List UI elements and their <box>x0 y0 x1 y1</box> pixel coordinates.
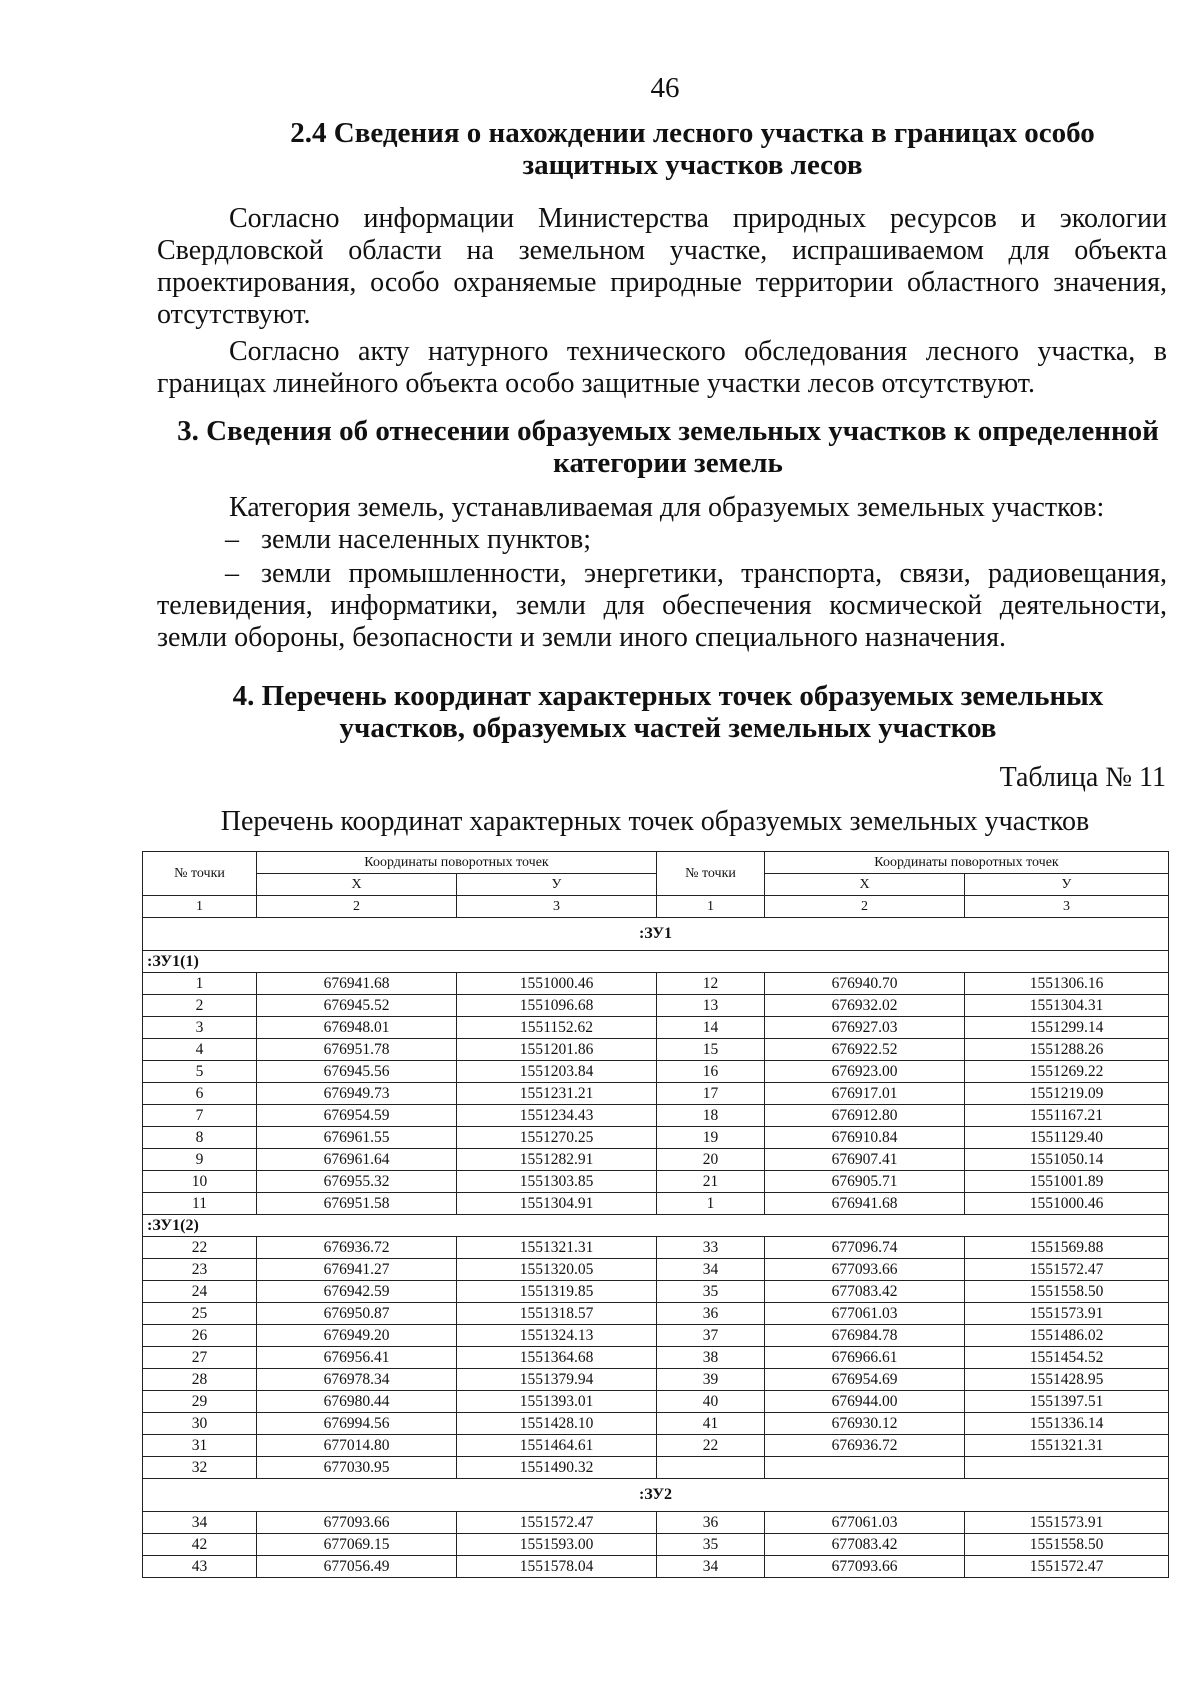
point-no-cell: 11 <box>143 1193 257 1215</box>
x-cell: 676945.52 <box>257 995 457 1017</box>
section-3-intro: Категория земель, устанавливаемая для образуемых земельных участков: <box>229 492 1105 523</box>
x-cell: 676927.03 <box>765 1017 965 1039</box>
y-cell: 1551572.47 <box>965 1556 1169 1578</box>
x-cell: 676930.12 <box>765 1413 965 1435</box>
point-no-cell: 30 <box>143 1413 257 1435</box>
point-no-cell: 27 <box>143 1347 257 1369</box>
y-cell: 1551219.09 <box>965 1083 1169 1105</box>
x-cell: 676936.72 <box>765 1435 965 1457</box>
col-number: 1 <box>143 896 257 918</box>
header-coords-right: Координаты поворотных точек <box>765 852 1169 874</box>
y-cell: 1551306.16 <box>965 973 1169 995</box>
table-row <box>143 1171 1169 1193</box>
y-cell: 1551201.86 <box>457 1039 657 1061</box>
header-point-no-right: № точки <box>657 852 765 896</box>
y-cell: 1551299.14 <box>965 1017 1169 1039</box>
point-no-cell: 3 <box>143 1017 257 1039</box>
x-cell: 677014.80 <box>257 1435 457 1457</box>
table-row <box>143 1105 1169 1127</box>
section-row-zu2 <box>143 1479 1169 1512</box>
table-row <box>143 1556 1169 1578</box>
point-no-cell: 34 <box>657 1259 765 1281</box>
y-cell: 1551318.57 <box>457 1303 657 1325</box>
point-no-cell: 34 <box>657 1556 765 1578</box>
y-cell <box>965 1457 1169 1479</box>
point-no-cell: 22 <box>657 1435 765 1457</box>
x-cell: 676942.59 <box>257 1281 457 1303</box>
y-cell: 1551336.14 <box>965 1413 1169 1435</box>
section-3-heading: 3. Сведения об отнесении образуемых земельных участков к определенной категории земель <box>177 415 1159 479</box>
point-no-cell: 8 <box>143 1127 257 1149</box>
x-cell: 676941.68 <box>257 973 457 995</box>
land-category-item-1 <box>157 524 1167 556</box>
header-coords-left: Координаты поворотных точек <box>257 852 657 874</box>
y-cell: 1551001.89 <box>965 1171 1169 1193</box>
y-cell: 1551393.01 <box>457 1391 657 1413</box>
x-cell: 677061.03 <box>765 1303 965 1325</box>
page-number: 46 <box>650 72 680 104</box>
table-title: Перечень координат характерных точек образуемых земельных участков <box>220 806 1090 837</box>
point-no-cell: 28 <box>143 1369 257 1391</box>
point-no-cell: 26 <box>143 1325 257 1347</box>
x-cell: 676954.59 <box>257 1105 457 1127</box>
header-y-right: У <box>965 874 1169 896</box>
x-cell: 676912.80 <box>765 1105 965 1127</box>
header-point-no-left: № точки <box>143 852 257 896</box>
y-cell: 1551572.47 <box>965 1259 1169 1281</box>
y-cell: 1551573.91 <box>965 1512 1169 1534</box>
y-cell: 1551572.47 <box>457 1512 657 1534</box>
point-no-cell: 14 <box>657 1017 765 1039</box>
x-cell: 676961.64 <box>257 1149 457 1171</box>
y-cell: 1551203.84 <box>457 1061 657 1083</box>
x-cell: 676980.44 <box>257 1391 457 1413</box>
y-cell: 1551304.31 <box>965 995 1169 1017</box>
header-y-left: У <box>457 874 657 896</box>
point-no-cell: 41 <box>657 1413 765 1435</box>
point-no-cell: 43 <box>143 1556 257 1578</box>
table-row <box>143 1083 1169 1105</box>
x-cell: 676994.56 <box>257 1413 457 1435</box>
header-x-left: Х <box>257 874 457 896</box>
y-cell: 1551490.32 <box>457 1457 657 1479</box>
x-cell: 676941.68 <box>765 1193 965 1215</box>
y-cell: 1551050.14 <box>965 1149 1169 1171</box>
table-row <box>143 1413 1169 1435</box>
table-row <box>143 1347 1169 1369</box>
land-category-item-2-text: земли промышленности, энергетики, транспорта, связи, радиовещания, телевидения, информатики, земли для обеспечения космической деятельности, земли обороны, безопасности и земли иного специального назначения. <box>157 558 1167 653</box>
part-label-zu1-2: :ЗУ1(2) <box>143 1215 1169 1237</box>
y-cell: 1551593.00 <box>457 1534 657 1556</box>
point-no-cell: 24 <box>143 1281 257 1303</box>
point-no-cell: 32 <box>143 1457 257 1479</box>
x-cell: 676932.02 <box>765 995 965 1017</box>
y-cell: 1551569.88 <box>965 1237 1169 1259</box>
table-row <box>143 1457 1169 1479</box>
x-cell: 676978.34 <box>257 1369 457 1391</box>
x-cell: 677056.49 <box>257 1556 457 1578</box>
x-cell: 676948.01 <box>257 1017 457 1039</box>
x-cell: 677061.03 <box>765 1512 965 1534</box>
point-no-cell: 31 <box>143 1435 257 1457</box>
point-no-cell: 38 <box>657 1347 765 1369</box>
y-cell: 1551304.91 <box>457 1193 657 1215</box>
coordinates-table-body <box>143 918 1169 1578</box>
y-cell: 1551364.68 <box>457 1347 657 1369</box>
x-cell: 676923.00 <box>765 1061 965 1083</box>
table-row <box>143 1303 1169 1325</box>
x-cell: 676961.55 <box>257 1127 457 1149</box>
y-cell: 1551379.94 <box>457 1369 657 1391</box>
point-no-cell: 40 <box>657 1391 765 1413</box>
col-number: 3 <box>457 896 657 918</box>
table-number: Таблица № 11 <box>999 762 1166 793</box>
point-no-cell: 36 <box>657 1512 765 1534</box>
y-cell: 1551167.21 <box>965 1105 1169 1127</box>
part-row-zu1-1 <box>143 951 1169 973</box>
y-cell: 1551558.50 <box>965 1534 1169 1556</box>
point-no-cell: 12 <box>657 973 765 995</box>
y-cell: 1551000.46 <box>965 1193 1169 1215</box>
point-no-cell: 16 <box>657 1061 765 1083</box>
table-row <box>143 1149 1169 1171</box>
x-cell: 676917.01 <box>765 1083 965 1105</box>
section-4-heading: 4. Перечень координат характерных точек образуемых земельных участков, образуемых частей земельных участков <box>232 680 1104 744</box>
y-cell: 1551282.91 <box>457 1149 657 1171</box>
table-row <box>143 1259 1169 1281</box>
col-number: 1 <box>657 896 765 918</box>
x-cell: 676944.00 <box>765 1391 965 1413</box>
header-x-right: Х <box>765 874 965 896</box>
point-no-cell: 34 <box>143 1512 257 1534</box>
y-cell: 1551270.25 <box>457 1127 657 1149</box>
point-no-cell: 5 <box>143 1061 257 1083</box>
point-no-cell: 1 <box>143 973 257 995</box>
x-cell: 677093.66 <box>765 1259 965 1281</box>
col-number: 3 <box>965 896 1169 918</box>
x-cell: 676949.20 <box>257 1325 457 1347</box>
x-cell: 676907.41 <box>765 1149 965 1171</box>
point-no-cell: 20 <box>657 1149 765 1171</box>
table-row <box>143 1512 1169 1534</box>
y-cell: 1551486.02 <box>965 1325 1169 1347</box>
point-no-cell: 4 <box>143 1039 257 1061</box>
y-cell: 1551000.46 <box>457 973 657 995</box>
y-cell: 1551269.22 <box>965 1061 1169 1083</box>
x-cell: 676984.78 <box>765 1325 965 1347</box>
point-no-cell: 36 <box>657 1303 765 1325</box>
point-no-cell: 13 <box>657 995 765 1017</box>
x-cell: 677030.95 <box>257 1457 457 1479</box>
x-cell: 676956.41 <box>257 1347 457 1369</box>
section-2-4-heading: 2.4 Сведения о нахождении лесного участка в границах особо защитных участков лесов <box>290 117 1095 181</box>
point-no-cell: 33 <box>657 1237 765 1259</box>
section-label-zu1: :ЗУ1 <box>143 918 1169 951</box>
table-row <box>143 1127 1169 1149</box>
x-cell: 676945.56 <box>257 1061 457 1083</box>
table-row <box>143 1017 1169 1039</box>
x-cell: 676954.69 <box>765 1369 965 1391</box>
point-no-cell: 21 <box>657 1171 765 1193</box>
point-no-cell: 10 <box>143 1171 257 1193</box>
y-cell: 1551234.43 <box>457 1105 657 1127</box>
y-cell: 1551231.21 <box>457 1083 657 1105</box>
y-cell: 1551397.51 <box>965 1391 1169 1413</box>
col-number: 2 <box>765 896 965 918</box>
point-no-cell: 29 <box>143 1391 257 1413</box>
land-category-item-2 <box>157 558 1167 654</box>
table-row <box>143 1061 1169 1083</box>
point-no-cell <box>657 1457 765 1479</box>
section-label-zu2: :ЗУ2 <box>143 1479 1169 1512</box>
point-no-cell: 35 <box>657 1281 765 1303</box>
y-cell: 1551324.13 <box>457 1325 657 1347</box>
table-row <box>143 1237 1169 1259</box>
x-cell: 676951.78 <box>257 1039 457 1061</box>
part-label-zu1-1: :ЗУ1(1) <box>143 951 1169 973</box>
y-cell: 1551129.40 <box>965 1127 1169 1149</box>
table-row <box>143 1435 1169 1457</box>
table-row <box>143 1193 1169 1215</box>
y-cell: 1551428.95 <box>965 1369 1169 1391</box>
table-row <box>143 1281 1169 1303</box>
y-cell: 1551464.61 <box>457 1435 657 1457</box>
x-cell: 677083.42 <box>765 1281 965 1303</box>
table-row <box>143 1391 1169 1413</box>
point-no-cell: 42 <box>143 1534 257 1556</box>
x-cell: 677093.66 <box>257 1512 457 1534</box>
point-no-cell: 2 <box>143 995 257 1017</box>
y-cell: 1551578.04 <box>457 1556 657 1578</box>
point-no-cell: 7 <box>143 1105 257 1127</box>
point-no-cell: 18 <box>657 1105 765 1127</box>
x-cell <box>765 1457 965 1479</box>
x-cell: 677096.74 <box>765 1237 965 1259</box>
y-cell: 1551320.05 <box>457 1259 657 1281</box>
x-cell: 676951.58 <box>257 1193 457 1215</box>
table-row <box>143 1369 1169 1391</box>
part-row-zu1-2 <box>143 1215 1169 1237</box>
point-no-cell: 9 <box>143 1149 257 1171</box>
y-cell: 1551573.91 <box>965 1303 1169 1325</box>
point-no-cell: 37 <box>657 1325 765 1347</box>
point-no-cell: 25 <box>143 1303 257 1325</box>
x-cell: 676940.70 <box>765 973 965 995</box>
x-cell: 676955.32 <box>257 1171 457 1193</box>
x-cell: 676966.61 <box>765 1347 965 1369</box>
y-cell: 1551454.52 <box>965 1347 1169 1369</box>
point-no-cell: 6 <box>143 1083 257 1105</box>
point-no-cell: 19 <box>657 1127 765 1149</box>
y-cell: 1551319.85 <box>457 1281 657 1303</box>
section-2-4-paragraph-1: Согласно информации Министерства природных ресурсов и экологии Свердловской области на земельном участке, испрашиваемом для объекта проектирования, особо охраняемые природные территории областного значения, отсутствуют. <box>157 203 1167 330</box>
point-no-cell: 1 <box>657 1193 765 1215</box>
y-cell: 1551321.31 <box>457 1237 657 1259</box>
x-cell: 676922.52 <box>765 1039 965 1061</box>
table-row <box>143 1325 1169 1347</box>
y-cell: 1551152.62 <box>457 1017 657 1039</box>
point-no-cell: 39 <box>657 1369 765 1391</box>
x-cell: 676905.71 <box>765 1171 965 1193</box>
point-no-cell: 15 <box>657 1039 765 1061</box>
table-row <box>143 1039 1169 1061</box>
table-row <box>143 995 1169 1017</box>
y-cell: 1551288.26 <box>965 1039 1169 1061</box>
table-row <box>143 1534 1169 1556</box>
coordinates-table <box>142 851 1169 1578</box>
y-cell: 1551303.85 <box>457 1171 657 1193</box>
x-cell: 676910.84 <box>765 1127 965 1149</box>
land-category-item-1-text: земли населенных пунктов; <box>261 524 592 555</box>
y-cell: 1551096.68 <box>457 995 657 1017</box>
x-cell: 677093.66 <box>765 1556 965 1578</box>
point-no-cell: 35 <box>657 1534 765 1556</box>
dash-marker: – <box>225 558 239 589</box>
x-cell: 676936.72 <box>257 1237 457 1259</box>
dash-marker: – <box>225 524 239 555</box>
x-cell: 677069.15 <box>257 1534 457 1556</box>
point-no-cell: 23 <box>143 1259 257 1281</box>
section-row-zu1 <box>143 918 1169 951</box>
col-number: 2 <box>257 896 457 918</box>
y-cell: 1551321.31 <box>965 1435 1169 1457</box>
point-no-cell: 17 <box>657 1083 765 1105</box>
point-no-cell: 22 <box>143 1237 257 1259</box>
y-cell: 1551558.50 <box>965 1281 1169 1303</box>
x-cell: 676950.87 <box>257 1303 457 1325</box>
section-2-4-paragraph-2: Согласно акту натурного технического обследования лесного участка, в границах линейного объекта особо защитные участки лесов отсутствуют. <box>157 336 1167 399</box>
x-cell: 677083.42 <box>765 1534 965 1556</box>
y-cell: 1551428.10 <box>457 1413 657 1435</box>
x-cell: 676941.27 <box>257 1259 457 1281</box>
x-cell: 676949.73 <box>257 1083 457 1105</box>
table-row <box>143 973 1169 995</box>
